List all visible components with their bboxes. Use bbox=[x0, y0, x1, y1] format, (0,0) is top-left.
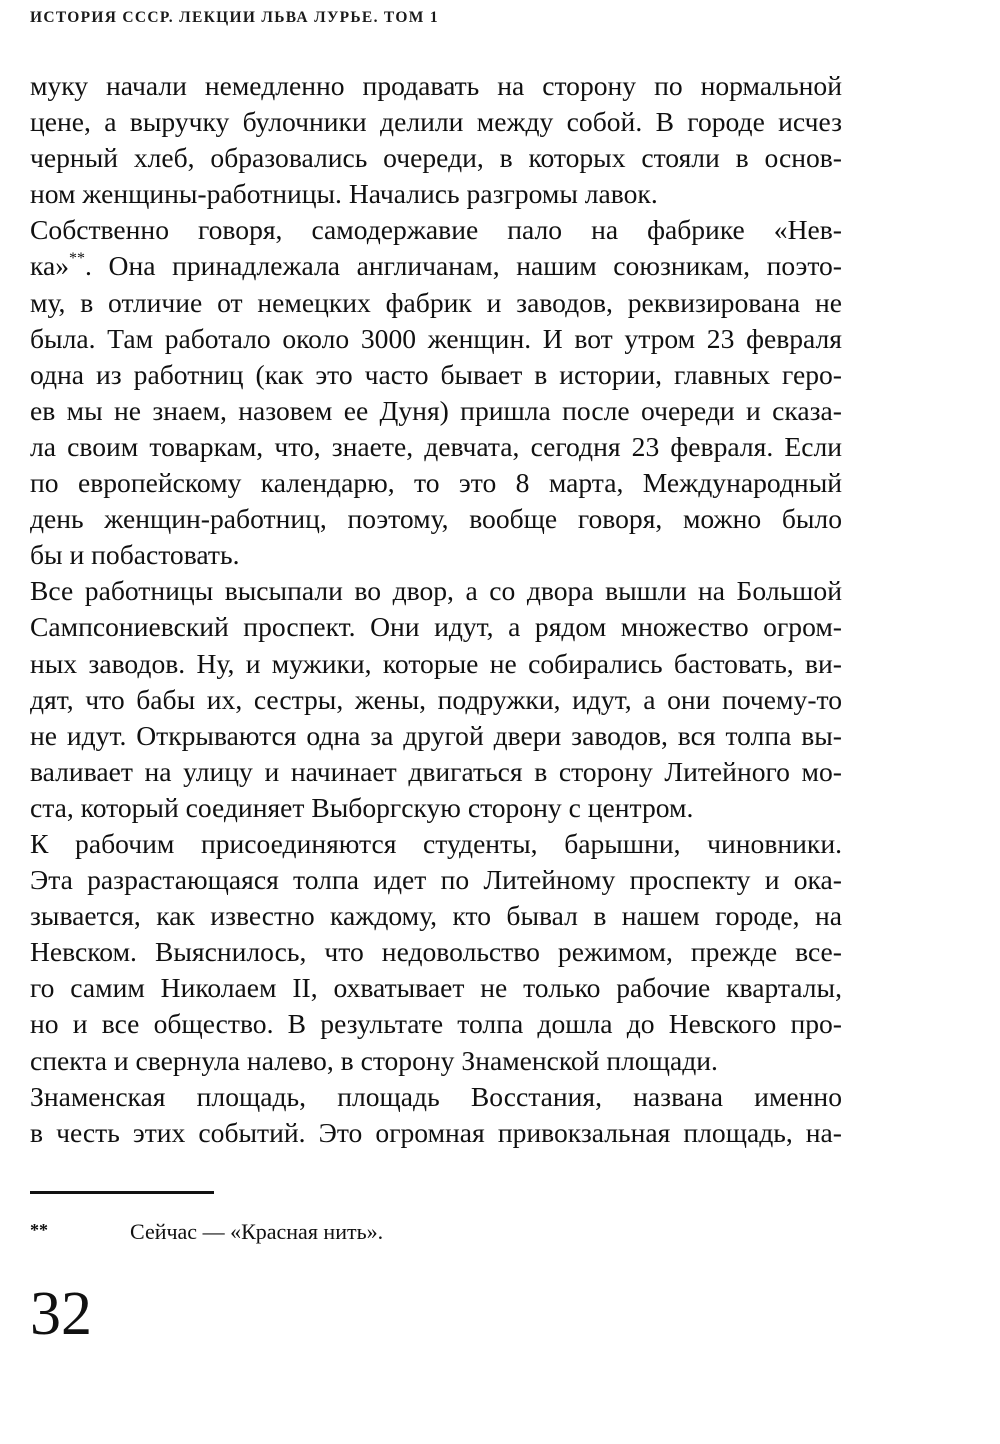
text-line: черный хлеб, образовались очереди, в которых стояли в основ- bbox=[30, 142, 842, 174]
text-line: дят, что бабы их, сестры, жены, подружки, идут, а они почему-то bbox=[30, 683, 842, 715]
text-line: по европейскому календарю, то это 8 марта, Международный bbox=[30, 467, 842, 499]
text-line: го самим Николаем II, охватывает не только рабочие кварталы, bbox=[30, 972, 842, 1004]
text-line: Все работницы высыпали во двор, а со двора вышли на Большой bbox=[30, 575, 842, 607]
text-line: одна из работниц (как это часто бывает в истории, главных геро- bbox=[30, 358, 842, 390]
text-line-with-footnote-ref bbox=[30, 248, 842, 284]
text-line: была. Там работало около 3000 женщин. И вот утром 23 февраля bbox=[30, 322, 842, 354]
text-line: муку начали немедленно продавать на сторону по нормальной bbox=[30, 70, 842, 101]
text-line: К рабочим присоединяются студенты, барышни, чиновники. bbox=[30, 827, 842, 859]
text-line: ла своим товаркам, что, знаете, девчата, сегодня 23 февраля. Если bbox=[30, 430, 842, 462]
footnote-marker: ** bbox=[30, 1220, 48, 1240]
text-line: ном женщины-работницы. Начались разгромы лавок. bbox=[30, 178, 658, 210]
text-segment: ка» bbox=[30, 250, 70, 282]
text-line: зывается, как известно каждому, кто бывал в нашем городе, на bbox=[30, 900, 842, 932]
text-line: ста, который соединяет Выборгскую сторону с центром. bbox=[30, 791, 694, 823]
text-line: Невском. Выяснилось, что недовольство режимом, прежде все- bbox=[30, 936, 842, 968]
page-number: 32 bbox=[30, 1280, 92, 1348]
text-line: спекта и свернула налево, в сторону Знаменской площади. bbox=[30, 1044, 718, 1076]
text-line: но и все общество. В результате толпа дошла до Невского про- bbox=[30, 1008, 842, 1040]
main-text bbox=[30, 68, 842, 1151]
text-line: не идут. Открываются одна за другой двери заводов, вся толпа вы- bbox=[30, 719, 842, 751]
text-line: цене, а выручку булочники делили между собой. В городе исчез bbox=[30, 106, 842, 138]
text-line: ных заводов. Ну, и мужики, которые не собирались бастовать, ви- bbox=[30, 647, 842, 679]
footnote-divider bbox=[30, 1191, 214, 1194]
text-segment: . Она принадлежала англичанам, нашим союзникам, поэто- bbox=[85, 250, 842, 282]
text-line: ев мы не знаем, назовем ее Дуня) пришла после очереди и сказа- bbox=[30, 394, 842, 426]
text-line: валивает на улицу и начинает двигаться в сторону Литейного мо- bbox=[30, 755, 842, 787]
footnote bbox=[30, 1216, 383, 1246]
text-line: день женщин-работниц, поэтому, вообще говоря, можно было bbox=[30, 503, 842, 535]
text-line: Сампсониевский проспект. Они идут, а рядом множество огром- bbox=[30, 611, 842, 643]
footnote-text: Сейчас — «Красная нить». bbox=[130, 1219, 384, 1244]
text-line: Эта разрастающаяся толпа идет по Литейному проспекту и ока- bbox=[30, 864, 842, 896]
text-line: Собственно говоря, самодержавие пало на фабрике «Нев- bbox=[30, 214, 842, 246]
text-line: в честь этих событий. Это огромная привокзальная площадь, на- bbox=[30, 1116, 842, 1148]
text-line: Знаменская площадь, площадь Восстания, названа именно bbox=[30, 1080, 842, 1112]
running-head: ИСТОРИЯ СССР. ЛЕКЦИИ ЛЬВА ЛУРЬЕ. ТОМ 1 bbox=[30, 9, 439, 26]
text-line: бы и побастовать. bbox=[30, 539, 240, 571]
text-line: му, в отличие от немецких фабрик и заводов, реквизирована не bbox=[30, 286, 842, 318]
footnote-reference[interactable]: ** bbox=[69, 250, 86, 268]
